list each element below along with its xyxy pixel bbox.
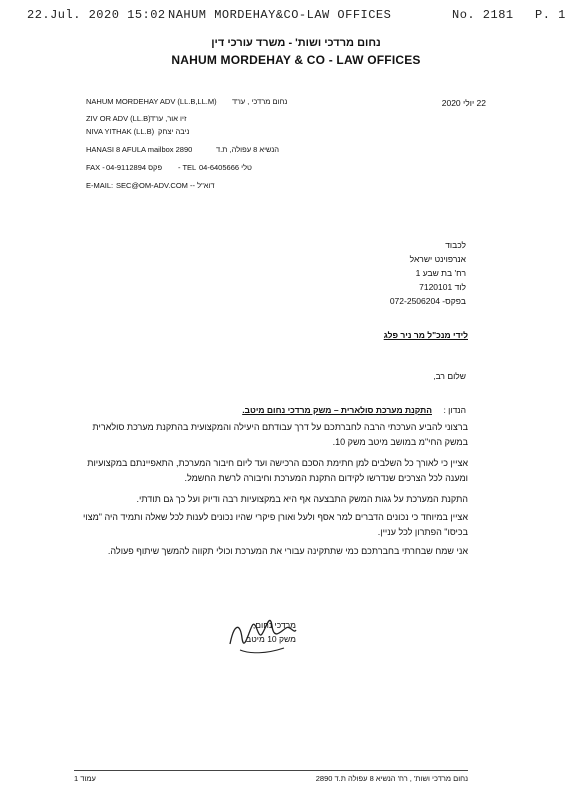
fax-number: No. 2181 — [452, 8, 514, 22]
lawyer1-english: NAHUM MORDEHAY ADV (LL.B,LL.M) — [86, 97, 217, 106]
subject-line: התקנת מערכת סולארית – משק מרדכי נחום מיטב. — [242, 405, 432, 415]
lawyer2-english: ZIV OR ADV (LL.B) — [86, 114, 151, 123]
recipient-to: לכבוד — [445, 240, 466, 250]
footer-address: נחום מרדכי ושות' , רח' הנשיא 8 עפולה ת.ד 2890 — [315, 774, 468, 783]
fax-datetime: 22.Jul. 2020 15:02 — [27, 8, 166, 22]
paragraph-4: אציין במיוחד כי נכונים הדברים למר אסף ולעל ואורן פיקרי שהיו נכונים לענות לכל שאלה ותמיד היה "מצוי בכיסו" הפתרון לכל עניין. — [82, 512, 468, 537]
address-english: HANASI 8 AFULA mailbox 2890 — [86, 145, 193, 154]
recipient-city: לוד 7120101 — [419, 282, 466, 292]
paragraph-2: אציין כי לאורך כל השלבים למן חתימת הסכם הרכישה ועד ליום חיבור המערכת, התאפיינתם במקצועיות ומענה לכל הצרכים שנדרשו לקידום התקנת המערכת וחיבורה לרשת החשמל. — [87, 458, 468, 483]
handwritten-signature — [226, 604, 298, 660]
paragraph-3: התקנת המערכת על גגות המשק התבצעה אף היא במקצועיות רבה ודיוק ועל כך גם תודתי. — [136, 494, 468, 504]
paragraph-1: ברצוני להביע הערכתי הרבה לחברתכם על דרך עבודתם היעילה והמקצועית בהתקנת מערכת סולארית במשק החי"מ במושב מיטב משק 10. — [92, 422, 468, 447]
footer-divider — [74, 770, 468, 771]
tel-value: 04-6405666 טלי — [199, 163, 252, 172]
letterhead-title-hebrew: נחום מרדכי ושות' - משרד עורכי דין — [211, 37, 381, 49]
paragraph-5: אני שמח שבחרתי בחברתכם כמי שתתקינה עבורי את המערכת וכולי תקווה להמשך שיתוף פעולה. — [107, 546, 468, 556]
signature-name: מרדכי נחום, — [252, 620, 296, 630]
lawyer1-hebrew: נחום מרדכי , עו"ד — [232, 97, 288, 106]
letter-date: 22 יולי 2020 — [441, 98, 486, 108]
tel-label: - TEL — [178, 163, 197, 172]
subject-label: הנדון : — [443, 405, 466, 415]
lawyer2-hebrew: זיו אור, עו"ד — [150, 114, 187, 123]
attention-line: לידי מנכ"ל מר ניר פלג — [383, 330, 468, 340]
recipient-street: רח' בת שבע 1 — [415, 268, 466, 278]
letterhead-title-english: NAHUM MORDEHAY & CO - LAW OFFICES — [171, 53, 421, 67]
signature-detail: משק 10 מיטב — [246, 634, 296, 644]
fax-label: FAX - — [86, 163, 105, 172]
email-label: E-MAIL: — [86, 181, 114, 190]
address-hebrew: הנשיא 8 עפולה, ת.ד — [216, 145, 280, 154]
lawyer3-hebrew: ניבה יצחק — [158, 127, 190, 136]
lawyer3-english: NIVA YITHAK (LL.B) — [86, 127, 155, 136]
fax-sender: NAHUM MORDEHAY&CO-LAW OFFICES — [168, 8, 392, 22]
recipient-company: אנרפוינט ישראל — [409, 254, 466, 264]
email-value[interactable]: SEC@OM-ADV.COM -- דוא"ל — [116, 181, 215, 190]
recipient-fax: בפקס- 072-2506204 — [389, 296, 466, 306]
footer-page: עמוד 1 — [74, 774, 96, 783]
greeting: שלום רב, — [433, 371, 466, 381]
fax-page: P. 1 — [535, 8, 566, 22]
fax-value: 04-9112894 פקס — [106, 163, 163, 172]
